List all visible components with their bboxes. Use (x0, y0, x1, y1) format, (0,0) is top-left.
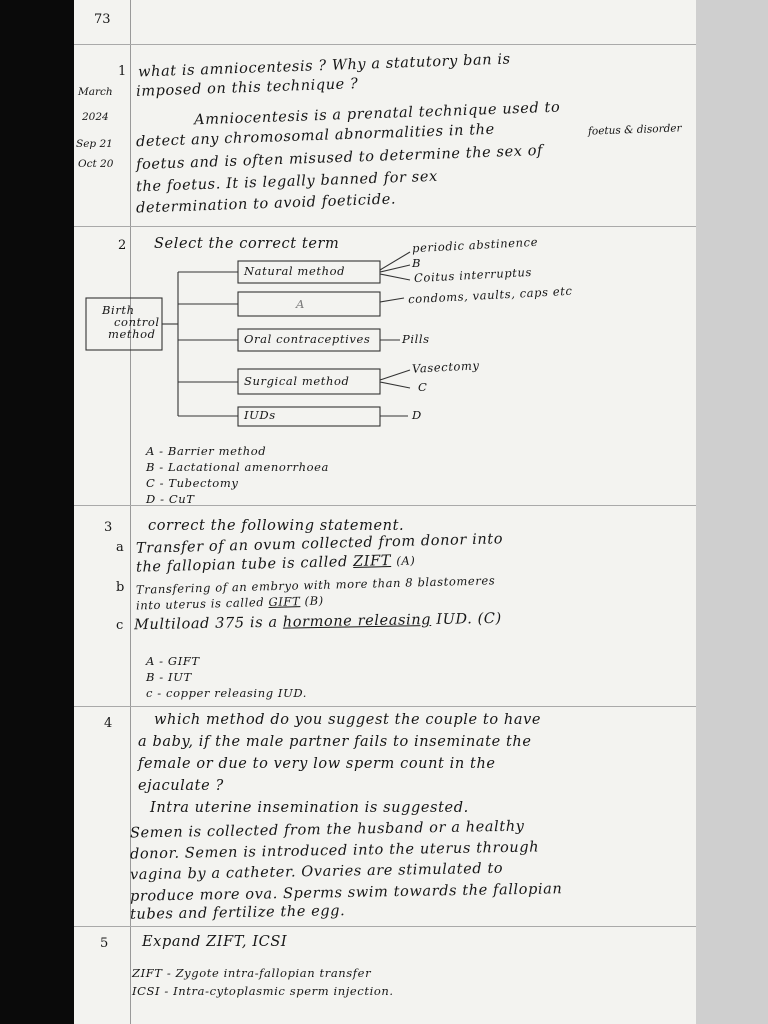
background-right-edge (696, 0, 768, 1024)
diagram-right-label: C (418, 380, 428, 394)
date-note: 2024 (82, 111, 109, 123)
diagram-right-label: B (412, 256, 422, 270)
answer-1-text: foetus and is often misused to determine the sex of (135, 142, 544, 174)
answer-2-line: D - CuT (146, 492, 195, 506)
item-a-label: a (116, 540, 124, 555)
question-4-text: a baby, if the male partner fails to inseminate the (138, 734, 532, 750)
date-note: Sep 21 (76, 138, 113, 150)
answer-4-text: donor. Semen is introduced into the uterus through (129, 839, 540, 863)
answer-4-text: vagina by a catheter. Ovaries are stimulated to (129, 860, 504, 884)
diagram-right-label: Coitus interruptus (413, 264, 533, 286)
divider-line (74, 926, 696, 927)
diagram-box-natural-method: Natural method (244, 264, 346, 278)
date-note: Oct 20 (78, 158, 114, 170)
date-note: March (78, 86, 113, 98)
question-3-text: correct the following statement. (148, 518, 405, 534)
answer-1-text: Amniocentesis is a prenatal technique used to (193, 99, 561, 129)
question-5-text: Expand ZIFT, ICSI (142, 934, 288, 950)
answer-4-text: tubes and fertilize the egg. (129, 903, 346, 923)
question-4-number: 4 (104, 716, 113, 731)
item-b-label: b (116, 580, 125, 595)
answer-1-text: determination to avoid foeticide. (135, 191, 397, 217)
answer-2-line: B - Lactational amenorrhoea (146, 460, 329, 474)
q3-a-text: the fallopian tube is called ZIFT (A) (135, 552, 416, 576)
diagram-root-label: Birth control method (102, 303, 160, 341)
answer-2-line: C - Tubectomy (146, 476, 239, 490)
page-number: 73 (94, 12, 111, 27)
question-2-text: Select the correct term (154, 236, 340, 252)
answer-3-line: c - copper releasing IUD. (146, 686, 308, 700)
question-4-text: female or due to very low sperm count in the (138, 756, 496, 772)
divider-line (74, 706, 696, 707)
question-4-text: ejaculate ? (138, 778, 224, 794)
answer-2-line: A - Barrier method (146, 444, 267, 458)
question-4-text: which method do you suggest the couple to have (154, 712, 542, 728)
question-1-text: imposed on this technique ? (135, 76, 359, 100)
diagram-right-label: Pills (402, 332, 430, 346)
answer-4-text: Semen is collected from the husband or a healthy (129, 818, 525, 842)
diagram-right-label: periodic abstinence (411, 234, 539, 256)
divider-line (74, 44, 696, 45)
answer-5-line: ZIFT - Zygote intra-fallopian transfer (132, 966, 372, 980)
question-1-number: 1 (118, 64, 127, 79)
zift-term: ZIFT (352, 552, 392, 570)
q3-a-text: Transfer of an ovum collected from donor into (135, 531, 504, 557)
diagram-box-a: A (296, 297, 305, 311)
q3-b-text: into uterus is called GIFT (B) (135, 593, 324, 613)
gift-term: GIFT (268, 594, 301, 609)
divider-line (74, 226, 696, 227)
answer-3-line: A - GIFT (146, 654, 200, 668)
answer-4-text: Intra uterine insemination is suggested. (150, 800, 469, 816)
diagram-box-oral-contraceptives: Oral contraceptives (244, 332, 371, 346)
diagram-box-iuds: IUDs (244, 408, 276, 422)
answer-5-line: ICSI - Intra-cytoplasmic sperm injection. (132, 984, 394, 998)
insert-note: foetus & disorder (587, 122, 682, 138)
diagram-right-label: condoms, vaults, caps etc (407, 283, 573, 307)
question-2-number: 2 (118, 238, 127, 253)
question-5-number: 5 (100, 936, 109, 951)
answer-4-text: produce more ova. Sperms swim towards the fallopian (129, 881, 563, 905)
diagram-box-surgical-method: Surgical method (244, 374, 350, 388)
notebook-page (74, 0, 696, 1024)
answer-1-text: detect any chromosomal abnormalities in the (135, 121, 496, 151)
question-1-text: what is amniocentesis ? Why a statutory ban is (137, 51, 511, 81)
q3-c-text: Multiload 375 is a hormone releasing IUD. (C) (133, 610, 502, 634)
q3-b-text: Transfering of an embryo with more than 8 blastomeres (135, 573, 496, 597)
item-c-label: c (116, 618, 124, 633)
diagram-right-label: D (412, 408, 422, 422)
background-left-edge (0, 0, 74, 1024)
answer-1-text: the foetus. It is legally banned for sex (135, 168, 439, 196)
answer-3-line: B - IUT (146, 670, 192, 684)
question-3-number: 3 (104, 520, 113, 535)
hormone-releasing-phrase: hormone releasing (282, 612, 432, 631)
diagram-right-label: Vasectomy (411, 358, 480, 376)
